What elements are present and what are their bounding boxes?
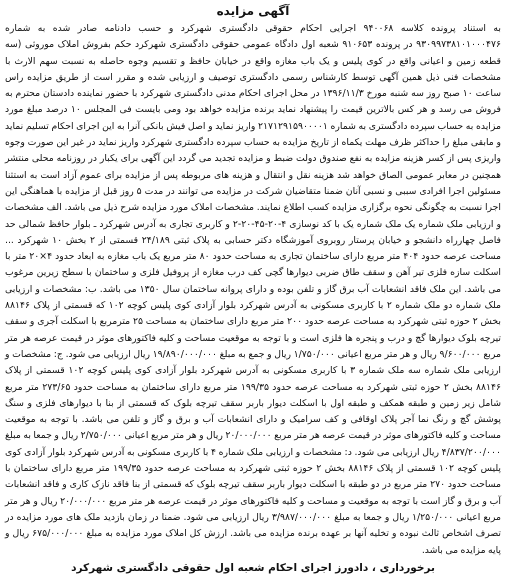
notice-signature: برخورداری ، دادورز اجرای احکام شعبه اول حقوقی دادگستری شهرکرد [71,561,435,574]
notice-body: به استناد پرونده کلاسه ۹۴۰۰۶۸ اجرایی احکام حقوقی دادگستری شهرکرد و حسب دادنامه صادر شده به شماره ۹۳۰۹۹۷۳۸۱۰۱۰۰۰۴۷۶ در پرونده ۹۱۰۶۵۳ شعبه اول دادگاه عمومی حقوقی دادگستری شهرکرد حکم بفروش املاک موروثی (سه قطعه زمین و اعیانی واقع در کوی پلیس و یک باب مغازه واقع در خیابان حافظ و تقسیم وجوه حاصله به نسبت سهم الارث با مشخصات فنی ذیل همین آگهی توسط کارشناس رسمی دادگستری توصیف و ارزیابی شده و مقرر است از طریق مزایده راس ساعت ۱۰ صبح روز سه شنبه مورخ ۱۳۹۶/۱۱/۳ در محل اجرای احکام مدنی دادگستری شهرکرد با حضور نماینده دادستان محترم به فروش می رسد و هر کس بالاترین قیمت را پیشنهاد نماید برنده مزایده خواهد بود ومی بایست فی المجلس ۱۰ درصد مبلغ مورد مزایده به حساب سپرده دادگستری به شماره ۲۱۷۱۲۹۱۵۹۰۰۰۰۱ واریز نماید و اصل فیش بانکی آنرا به این اجرای احکام تسلیم نماید و مابقی مبلغ را حداکثر ظرف مهلت یکماه از تاریخ مزایده به حساب سپرده دادگستری شهرکرد واریز نماید در غیر این صورت وجوه واریزی پس از کسر هزینه مزایده به نفع صندوق دولت ضبط و مزایده تجدید می گردد این آگهی برای یکبار در روزنامه محلی منتشر همچنین در معابر عمومی الصاق خواهد شد هزینه نقل و انتقال و هزینه های مربوطه پس از مزایده برای عموم آزاد است به استثنا مسئولین اجرا افرادی سببی و نسبی آنان ضمنا متقاضیان شرکت در مزایده می توانند در مدت ۵ روز قبل از مزایده با هماهنگی این اجرا نسبت به چگونگی نحوه برگزاری مزایده کسب اطلاع نمایند. مشخصات املاک مورد مزایده شرح ذیل می باشد. الف مشخصات و ارزیابی ملک شماره یک ملک شماره یک با کد نوسازی ۴-۲۰-۴۵-۲۰-۲ و کاربری تجاری به آدرس شهرکرد ـ بلوار حافظ شمالی حد فاصل چهارراه دانشجو و خیابان پرستار روبروی آموزشگاه دکتر حسابی به پلاک ثبتی ۲۴/۱۸۹ قسمتی از ۲ بخش ۱۰ شهرکرد ... مساحت عرصه حدود ۴۰۴ متر مربع دارای ساختمان تجاری به مساحت حدود ۸۰ متر مربع یک باب مغازه به ابعاد حدود ۴×۲۰ متر با اسکلت سازه فلزی تیر آهن و سقف طاق ضربی دیوارها گچی کف درب مغازه از پروفیل فلزی و ساختمان با سطح زیرین مرغوب می باشد. این ملک فاقد انشعابات آب برق گاز و تلفن بوده و دارای پروانه ساختمان سال ۱۳۵۰ می باشد. ب: مشخصات و ارزیابی ملک شماره دو ملک شماره ۲ با کاربری مسکونی به آدرس شهرکرد بلوار آزادی کوی پلیس کوچه ۱۰۲ که قسمتی از پلاک ۸۸۱۴۶ بخش ۲ حوزه ثبتی شهرکرد به مساحت عرصه حدود ۲۰۰ متر مربع دارای ساختمان به مساحت ۲۵ مترمربع با اسکلت آجری و سقف تیرچه بلوک دیوارها گچ و درب و پنجره ها فلزی است و با توجه به موقعیت مساحت و کلیه فاکتورهای موثر در قیمت عرصه هر متر مربع ۹/۶۰۰/۰۰۰ ریال و هر متر مربع اعیانی ۱/۷۵۰/۰۰۰ ریال و جمع به مبلغ ۱۹/۸۹۰/۰۰۰/۰۰۰ ریال ارزیابی می شود. ج: مشخصات و ارزیابی ملک شماره سه ملک شماره ۳ با کاربری مسکونی به آدرس شهرکرد بلوار آزادی کوی پلیس کوچه ۱۰۲ قسمتی از پلاک ۸۸۱۴۶ بخش ۲ حوزه ثبتی شهرکرد به مساحت عرصه حدود ۱۹۹/۳۵ متر مربع دارای ساختمان به مساحت حدود ۲۷۳/۶۵ متر مربع شامل زیر زمین و طبقه همکف و طبقه اول با اسکلت دیوار باربر سقف تیرچه بلوک که قسمتی از بنا با دیوارهای فلزی و سنگ پوشش گچ و رنگ نما آجر پلاک اوقافی و کف سرامیک و دارای انشعابات آب و برق و گاز و تلفن می باشد. با توجه به موقعیت مساحت و کلیه فاکتورهای موثر در قیمت عرصه هر متر مربع ۲۰/۰۰۰/۰۰۰ ریال و هر متر مربع اعیانی ۲/۷۵۰/۰۰۰ ریال و جمعا به مبلغ ۴/۸۳۷/۲۰۰/۰۰۰ ریال ارزیابی می شود. د: مشخصات و ارزیابی ملک شماره ۴ با کاربری مسکونی به آدرس شهرکرد بلوار آزادی کوی پلیس کوچه ۱۰۲ قسمتی از پلاک ۸۸۱۴۶ بخش ۲ حوزه ثبتی شهرکرد به مساحت عرصه حدود ۱۹۹/۳۵ متر مربع دارای ساختمان با مساحت حدود ۲۷۰ متر مربع در دو طبقه با اسکلت دیوار باربر سقف تیرچه بلوک که قسمتی از بنا فاقد نازک کاری و فاقد انشعابات آب و برق و گاز است با توجه به موقعیت و مساحت و کلیه فاکتورهای موثر در قیمت عرصه هر متر مربع ۲۰/۰۰۰/۰۰۰ ریال و هر متر مربع اعیانی ۱/۲۵۰/۰۰۰ ریال و جمعا به مبلغ ۳/۹۸۷/۰۰۰/۰۰۰ ریال ارزیابی می شود. ضمنا در زمان بازدید ملک های مورد مزایده در تصرف اشخاص ثالث نبوده و تخلیه آنها بر عهده برنده مزایده می باشد. ارزش کل املاک مورد مزایده به مبلغ ۶۷۵/۰۰۰/۰۰۰ ریال و پایه مزایده می باشد. [5,23,502,556]
notice-title: آگهی مزایده [216,4,290,18]
